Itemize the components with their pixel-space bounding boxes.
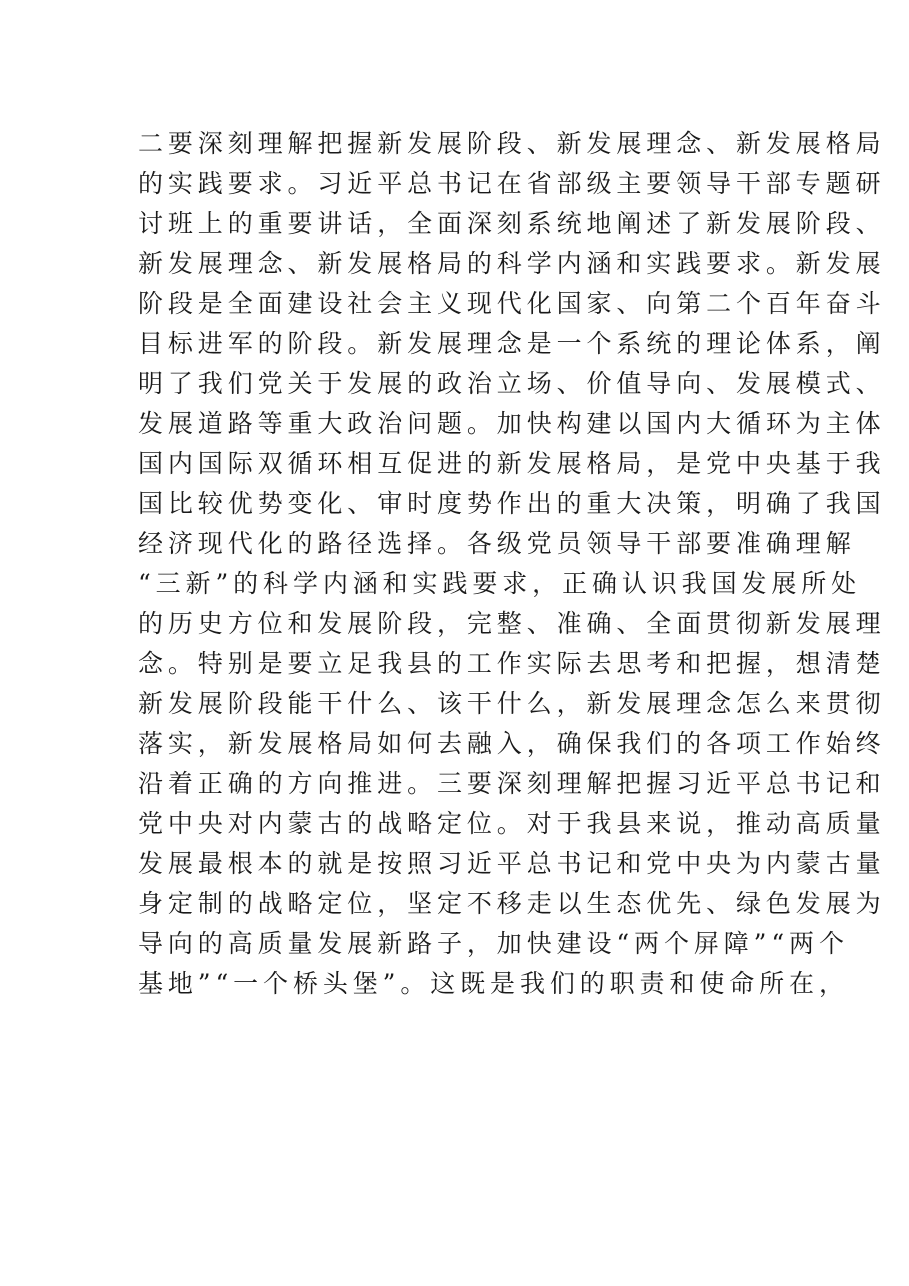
- text-line: 发展道路等重大政治问题。加快构建以国内大循环为主体: [138, 409, 886, 438]
- text-line: 二要深刻理解把握新发展阶段、新发展理念、新发展格局: [138, 129, 886, 158]
- text-line: 新发展阶段能干什么、该干什么，新发展理念怎么来贯彻: [138, 689, 886, 718]
- text-line: 的实践要求。习近平总书记在省部级主要领导干部专题研: [138, 169, 886, 198]
- text-line: 国比较优势变化、审时度势作出的重大决策，明确了我国: [138, 489, 886, 518]
- text-line: 国内国际双循环相互促进的新发展格局，是党中央基于我: [138, 449, 886, 478]
- text-line: 党中央对内蒙古的战略定位。对于我县来说，推动高质量: [138, 809, 886, 838]
- text-line: “三新”的科学内涵和实践要求，正确认识我国发展所处: [138, 569, 862, 598]
- text-line: 阶段是全面建设社会主义现代化国家、向第二个百年奋斗: [138, 289, 886, 318]
- text-line: 新发展理念、新发展格局的科学内涵和实践要求。新发展: [138, 249, 886, 278]
- text-line: 沿着正确的方向推进。三要深刻理解把握习近平总书记和: [138, 769, 886, 798]
- text-line: 目标进军的阶段。新发展理念是一个系统的理论体系，阐: [138, 329, 886, 358]
- text-line: 讨班上的重要讲话，全面深刻系统地阐述了新发展阶段、: [138, 209, 886, 238]
- text-line: 身定制的战略定位，坚定不移走以生态优先、绿色发展为: [138, 889, 886, 918]
- text-line: 发展最根本的就是按照习近平总书记和党中央为内蒙古量: [138, 849, 886, 878]
- text-line: 明了我们党关于发展的政治立场、价值导向、发展模式、: [138, 369, 886, 398]
- text-line: 落实，新发展格局如何去融入，确保我们的各项工作始终: [138, 729, 886, 758]
- text-line: 导向的高质量发展新路子，加快建设“两个屏障”“两个: [138, 929, 849, 958]
- text-line: 念。特别是要立足我县的工作实际去思考和把握，想清楚: [138, 649, 886, 678]
- body-paragraph: [138, 124, 886, 1004]
- text-line: 经济现代化的路径选择。各级党员领导干部要准确理解: [138, 529, 856, 558]
- text-line: 的历史方位和发展阶段，完整、准确、全面贯彻新发展理: [138, 609, 886, 638]
- text-line: 基地”“一个桥头堡”。这既是我们的职责和使命所在，: [138, 969, 849, 998]
